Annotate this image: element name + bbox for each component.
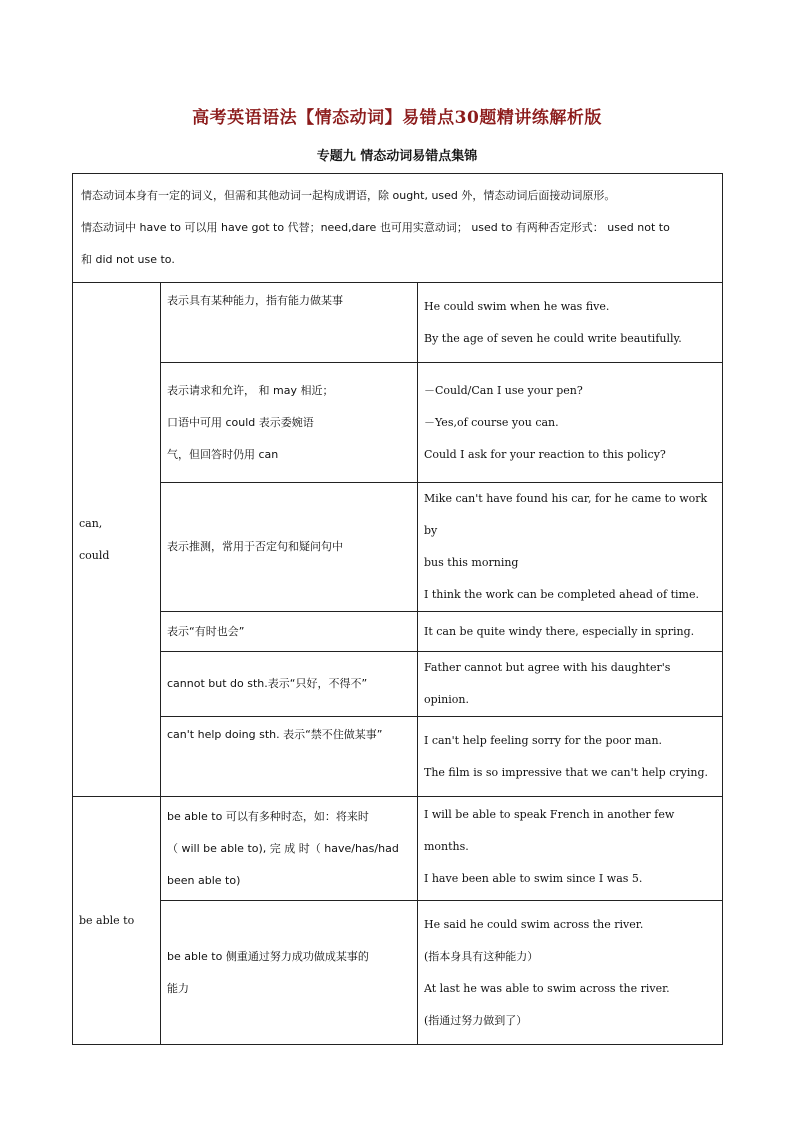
example-text: Mike can't have found his car, for he came to work by [424, 492, 708, 537]
intro-line: 情态动词中 have to 可以用 have got to 代替；need,dare 也可用实意动词； used to 有两种否定形式： used not to [81, 221, 670, 234]
example-cell [418, 901, 723, 1045]
example-text: Father cannot but agree with his daughter's opinion. [424, 661, 671, 706]
example-cell [418, 483, 723, 612]
usage-cell [161, 797, 418, 901]
usage-cell [161, 483, 418, 612]
usage-text: be able to 可以有多种时态，如：将来时 [167, 809, 369, 823]
intro-line: 情态动词本身有一定的词义，但需和其他动词一起构成谓语，除 ought, used 外，情态动词后面接动词原形。 [81, 189, 616, 202]
usage-text: cannot but do sth.表示“只好，不得不” [167, 677, 368, 690]
example-cell [418, 717, 723, 797]
example-text: I will be able to speak French in another few months. [424, 808, 675, 853]
usage-cell [161, 363, 418, 483]
usage-text: 表示具有某种能力，指有能力做某事 [167, 294, 343, 307]
usage-text: 气，但回答时仍用 can [167, 447, 279, 461]
table-row [73, 283, 723, 363]
example-text: I think the work can be completed ahead of time. [424, 588, 699, 601]
usage-text: 表示请求和允许， 和 may 相近； [167, 383, 334, 397]
table-row [73, 901, 723, 1045]
usage-text: can't help doing sth. 表示“禁不住做某事” [167, 728, 383, 741]
usage-text: 表示“有时也会” [167, 624, 245, 638]
usage-text: be able to 侧重通过努力成功做成某事的 [167, 949, 369, 963]
example-text: －Could/Can I use your pen? [424, 383, 583, 397]
example-text: He said he could swim across the river. [424, 917, 644, 931]
usage-text: 能力 [167, 981, 189, 995]
example-text: By the age of seven he could write beautifully. [424, 331, 682, 345]
intro-row [73, 174, 723, 283]
example-text: The film is so impressive that we can't help crying. [424, 765, 708, 779]
intro-line: 和 did not use to. [81, 253, 175, 266]
category-label: be able to [79, 913, 135, 927]
example-text: He could swim when he was five. [424, 299, 610, 313]
example-cell [418, 612, 723, 652]
example-text: At last he was able to swim across the river. [424, 981, 670, 995]
category-cell-can [73, 283, 161, 797]
table-row [73, 483, 723, 612]
usage-cell [161, 283, 418, 363]
example-text: bus this morning [424, 556, 519, 569]
example-text: I have been able to swim since I was 5. [424, 872, 643, 885]
example-cell [418, 363, 723, 483]
table-row [73, 652, 723, 717]
usage-text: （ will be able to), 完 成 时（ have/has/had [167, 841, 399, 855]
usage-cell [161, 717, 418, 797]
table-row [73, 717, 723, 797]
example-cell [418, 797, 723, 901]
document-title: 高考英语语法【情态动词】易错点30题精讲练解析版 [192, 108, 602, 128]
example-text: (指本身具有这种能力） [424, 949, 539, 963]
category-cell-be-able-to [73, 797, 161, 1045]
usage-text: 口语中可用 could 表示委婉语 [167, 415, 314, 429]
example-text: Could I ask for your reaction to this policy? [424, 447, 666, 461]
example-text: I can't help feeling sorry for the poor man. [424, 733, 663, 747]
intro-cell [73, 174, 723, 283]
example-text: It can be quite windy there, especially in spring. [424, 624, 695, 638]
usage-cell [161, 901, 418, 1045]
table-row [73, 797, 723, 901]
usage-cell [161, 652, 418, 717]
usage-text: been able to) [167, 873, 241, 887]
table-row [73, 363, 723, 483]
example-cell [418, 283, 723, 363]
example-cell [418, 652, 723, 717]
usage-cell [161, 612, 418, 652]
example-text: －Yes,of course you can. [424, 415, 559, 429]
table-row [73, 612, 723, 652]
grammar-table [72, 173, 723, 1045]
usage-text: 表示推测，常用于否定句和疑问句中 [167, 540, 343, 553]
section-subtitle: 专题九 情态动词易错点集锦 [316, 149, 478, 164]
category-label: can, [79, 516, 103, 530]
category-label: could [79, 548, 110, 562]
example-text: (指通过努力做到了） [424, 1013, 528, 1027]
